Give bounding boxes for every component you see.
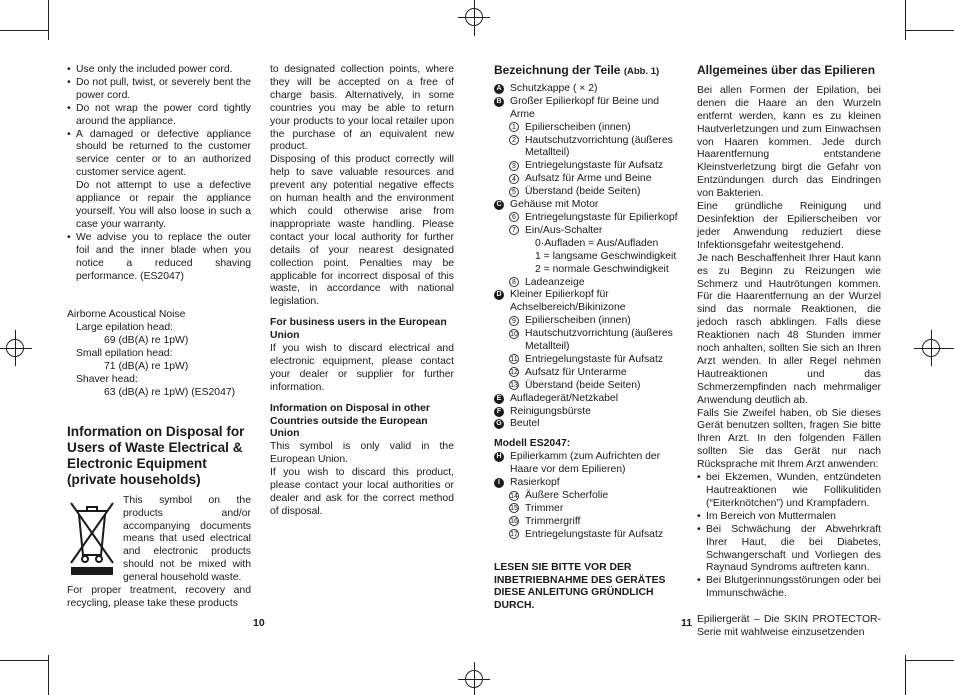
part-item xyxy=(494,212,686,225)
part-letter-badge: F xyxy=(494,407,504,417)
part-letter-badge: I xyxy=(494,478,504,488)
list-item: • Bei Schwächung der Abwehrkraft Ihrer Haut, die bei Diabetes, Schwangerschaft und Vorliegen des Raynaud Syndroms auftreten kann. xyxy=(697,524,881,576)
part-label: Aufladegerät/Netzkabel xyxy=(510,392,619,404)
epilation-paragraph-1: Bei allen Formen der Epilation, bei denen die Haare an den Wurzeln entfernt werden, kann es zu kleinen Hautverletzungen und zum Einwachsen von Haaren kommen. Jede durch Haarentfernung entstandene Kleinstverletzung birgt die Gefahr von Entzündungen durch das Eindringen von Bakterien. xyxy=(697,84,881,200)
epilation-heading: Allgemeines über das Epilieren xyxy=(697,63,876,77)
part-item xyxy=(494,264,686,277)
safety-list xyxy=(67,64,251,283)
part-letter-badge: C xyxy=(494,200,504,210)
epilation-paragraph-3: Je nach Beschaffenheit Ihrer Haut kann es zu Beginn zu Reizungen wie Schmerz und Hautrötungen kommen. Für die Haarentfernung an der Wurzel sind das normale Reaktionen, die jedoch rasch abklingen. Falls diese Reaktionen nach 48 Stunden immer noch anhalten, sollten Sie sich an Ihren Arzt wenden. In aller Regel nehmen Hautreaktionen und das Schmerzempfinden nach mehrmaliger Anwendung deutlich ab. xyxy=(697,252,881,406)
part-item xyxy=(494,418,686,431)
part-number-badge: 17 xyxy=(510,531,518,539)
page-number-right: 11 xyxy=(681,617,693,629)
part-label: Hautschutzvorrichtung (äußeres Metallteil) xyxy=(525,134,673,159)
list-item-extra: Do not attempt to use a defective appliance or repair the appliance yourself. You will also loose in such a case your warranty. xyxy=(76,180,251,230)
part-letter-badge: H xyxy=(494,452,504,462)
part-label: Trimmer xyxy=(525,502,564,514)
part-number-badge: 10 xyxy=(510,330,518,338)
part-number-badge: 9 xyxy=(509,316,519,326)
part-number-badge: 16 xyxy=(510,518,518,526)
list-item: • Use only the included power cord. xyxy=(67,64,251,77)
list-item: • Do not wrap the power cord tightly around the appliance. xyxy=(67,103,251,129)
part-letter-badge: G xyxy=(494,419,504,429)
part-item xyxy=(494,451,686,477)
part-item xyxy=(494,96,686,122)
noise-small-value: 71 (dB(A) re 1pW) xyxy=(104,361,189,373)
part-item xyxy=(494,83,686,96)
part-label: Kleiner Epilierkopf für Achselbereich/Bikinizone xyxy=(510,289,626,314)
part-label: Ladeanzeige xyxy=(525,276,585,288)
part-item xyxy=(494,490,686,503)
part-number-badge: 1 xyxy=(509,122,519,132)
model-heading: Modell ES2047: xyxy=(494,438,571,450)
part-item xyxy=(494,135,686,161)
part-item xyxy=(494,186,686,199)
list-item: • Im Bereich von Muttermalen xyxy=(697,511,881,524)
other-countries-text-1: This symbol is only valid in the European Union. xyxy=(270,441,454,466)
part-label: Epilierscheiben (innen) xyxy=(525,121,631,133)
collection-paragraph: to designated collection points, where they will be accepted on a free of charge basis. Alternatively, in some countries you may be able to return your products to your local retailer upon the purchase of an equivalent new product. xyxy=(270,64,454,153)
part-number-badge: 2 xyxy=(509,135,519,145)
part-letter-badge: A xyxy=(494,84,504,94)
part-item xyxy=(494,289,686,315)
part-letter-badge: B xyxy=(494,97,504,107)
part-item xyxy=(494,477,686,490)
part-number-badge: 13 xyxy=(510,382,518,390)
part-number-badge: 12 xyxy=(510,369,518,377)
noise-block xyxy=(67,309,251,399)
part-label: Schutzkappe ( × 2) xyxy=(510,82,598,94)
parts-list xyxy=(494,83,686,431)
part-label: 2 = normale Geschwindigkeit xyxy=(535,263,669,275)
part-item xyxy=(494,529,686,542)
part-number-badge: 14 xyxy=(510,492,518,500)
part-label: Hautschutzvorrichtung (äußeres Metallteil) xyxy=(525,328,673,353)
page-number-left: 10 xyxy=(253,617,265,629)
part-label: Reinigungsbürste xyxy=(510,405,591,417)
part-item xyxy=(494,328,686,354)
disposal-text-2: For proper treatment, recovery and recycling, please take these products xyxy=(67,585,251,609)
part-item xyxy=(494,238,686,251)
part-number-badge: 6 xyxy=(509,212,519,222)
epilation-paragraph-2: Eine gründliche Reinigung und Desinfektion der Epilierscheiben vor jeder Anwendung reduziert diese Infektionsgefahr weitestgehend. xyxy=(697,201,881,251)
disposal-heading: Information on Disposal for Users of Waste Electrical & Electronic Equipment (private households) xyxy=(67,423,245,487)
part-item xyxy=(494,354,686,367)
other-countries-text-2: If you wish to discard this product, please contact your local authorities or dealer and ask for the correct method of disposal. xyxy=(270,467,454,517)
noise-shaver-value: 63 (dB(A) re 1pW) (ES2047) xyxy=(104,386,236,398)
part-label: Äußere Scherfolie xyxy=(525,490,609,501)
parts-heading-text: Bezeichnung der Teile xyxy=(494,63,621,77)
part-item xyxy=(494,406,686,419)
part-item xyxy=(494,380,686,393)
part-number-badge: 15 xyxy=(510,505,518,513)
part-item xyxy=(494,367,686,380)
part-number-badge: 3 xyxy=(509,161,519,171)
noise-small-label: Small epilation head: xyxy=(76,348,173,360)
column-4 xyxy=(697,64,881,640)
part-letter-badge: D xyxy=(494,290,504,300)
list-item xyxy=(67,129,251,232)
part-number-badge: 5 xyxy=(509,187,519,197)
part-number-badge: 11 xyxy=(510,356,518,364)
part-label: Großer Epilierkopf für Beine und Arme xyxy=(510,95,660,120)
part-label: Aufsatz für Arme und Beine xyxy=(525,173,652,185)
business-text: If you wish to discard electrical and electronic equipment, please contact your dealer or supplier for further information. xyxy=(270,343,454,393)
part-label: Überstand (beide Seiten) xyxy=(525,186,641,198)
noise-shaver-label: Shaver head: xyxy=(76,373,138,385)
column-3 xyxy=(494,64,686,613)
crossed-bin-icon xyxy=(67,497,117,577)
part-label: Epilierkamm (zum Aufrichten der Haare vor dem Epilieren) xyxy=(510,451,661,476)
part-item xyxy=(494,225,686,238)
part-label: Trimmergriff xyxy=(525,515,581,527)
part-number-badge: 8 xyxy=(509,277,519,287)
part-label: Ein/Aus-Schalter xyxy=(525,224,603,236)
read-instructions-notice: LESEN SIE BITTE VOR DER INBETRIEBNAHME DES GERÄTES DIESE ANLEITUNG GRÜNDLICH DURCH. xyxy=(494,561,666,612)
disposal-section xyxy=(67,495,251,611)
epilation-paragraph-4: Falls Sie Zweifel haben, ob Sie dieses Gerät benutzen sollten, fragen Sie bitte Ihren Arzt. In den folgenden Fällen sollten Sie das Gerät nur nach Rücksprache mit Ihrem Arzt anwenden: xyxy=(697,407,881,471)
part-number-badge: 4 xyxy=(509,174,519,184)
part-item xyxy=(494,277,686,290)
part-label: Beutel xyxy=(510,418,540,430)
list-item: • bei Ekzemen, Wunden, entzündeten Hautreaktionen wie Follikulitiden (“Eiterknötchen”) und Krampfadern. xyxy=(697,472,881,511)
part-label: Entriegelungstaste für Aufsatz xyxy=(525,528,664,540)
noise-large-label: Large epilation head: xyxy=(76,322,174,334)
business-heading: For business users in the European Union xyxy=(270,317,447,342)
part-item xyxy=(494,315,686,328)
column-2 xyxy=(270,64,454,519)
parts-heading-ref: (Abb. 1) xyxy=(623,66,660,77)
part-label: Gehäuse mit Motor xyxy=(510,199,599,211)
noise-title: Airborne Acoustical Noise xyxy=(67,309,186,321)
part-item xyxy=(494,173,686,186)
part-item xyxy=(494,393,686,406)
part-letter-badge: E xyxy=(494,394,504,404)
disposal-text: This symbol on the products and/or accompanying documents means that used electrical and electronic products should not be mixed with general household waste. xyxy=(123,494,251,584)
part-number-badge: 7 xyxy=(509,225,519,235)
part-item xyxy=(494,122,686,135)
epilation-paragraph-5: Epiliergerät – Die SKIN PROTECTOR-Serie mit wahlweise einzusetzenden xyxy=(697,614,881,639)
list-item: • Bei Blutgerinnungsstörungen oder bei Immunschwäche. xyxy=(697,575,881,601)
noise-large-value: 69 (dB(A) re 1pW) xyxy=(104,335,189,347)
parts-heading xyxy=(494,64,686,79)
model-parts-list xyxy=(494,451,686,541)
column-1 xyxy=(67,64,251,611)
part-label: Epilierscheiben (innen) xyxy=(525,315,631,327)
part-label: Rasierkopf xyxy=(510,477,560,489)
part-item xyxy=(494,503,686,516)
other-countries-heading: Information on Disposal in other Countries outside the European Union xyxy=(270,402,430,440)
part-item xyxy=(494,199,686,212)
list-item: • Do not pull, twist, or severely bent the power cord. xyxy=(67,77,251,103)
part-item xyxy=(494,160,686,173)
part-label: Entriegelungstaste für Aufsatz xyxy=(525,353,664,365)
part-label: Aufsatz für Unterarme xyxy=(525,366,627,378)
part-item xyxy=(494,251,686,264)
part-label: 1 = langsame Geschwindigkeit xyxy=(535,250,677,262)
part-label: Überstand (beide Seiten) xyxy=(525,379,641,391)
disposal-paragraph: Disposing of this product correctly will help to save valuable resources and prevent any potential negative effects on human health and the environment which could otherwise arise from inappropriate waste handling. Please contact your local authority for further details of your nearest designated collection point. Penalties may be applicable for incorrect disposal of this waste, in accordance with national legislation. xyxy=(270,154,454,308)
epilation-list xyxy=(697,472,881,601)
list-item-text: A damaged or defective appliance should be returned to the customer service center or to an authorized customer service agent. xyxy=(76,128,251,179)
part-label: Entriegelungstaste für Epilierkopf xyxy=(525,211,678,223)
part-item xyxy=(494,516,686,529)
part-label: Entriegelungstaste für Aufsatz xyxy=(525,160,664,172)
part-label: 0·Aufladen = Aus/Aufladen xyxy=(535,237,659,249)
list-item: • We advise you to replace the outer foil and the inner blade when you notice a reduced shaving performance. (ES2047) xyxy=(67,232,251,284)
